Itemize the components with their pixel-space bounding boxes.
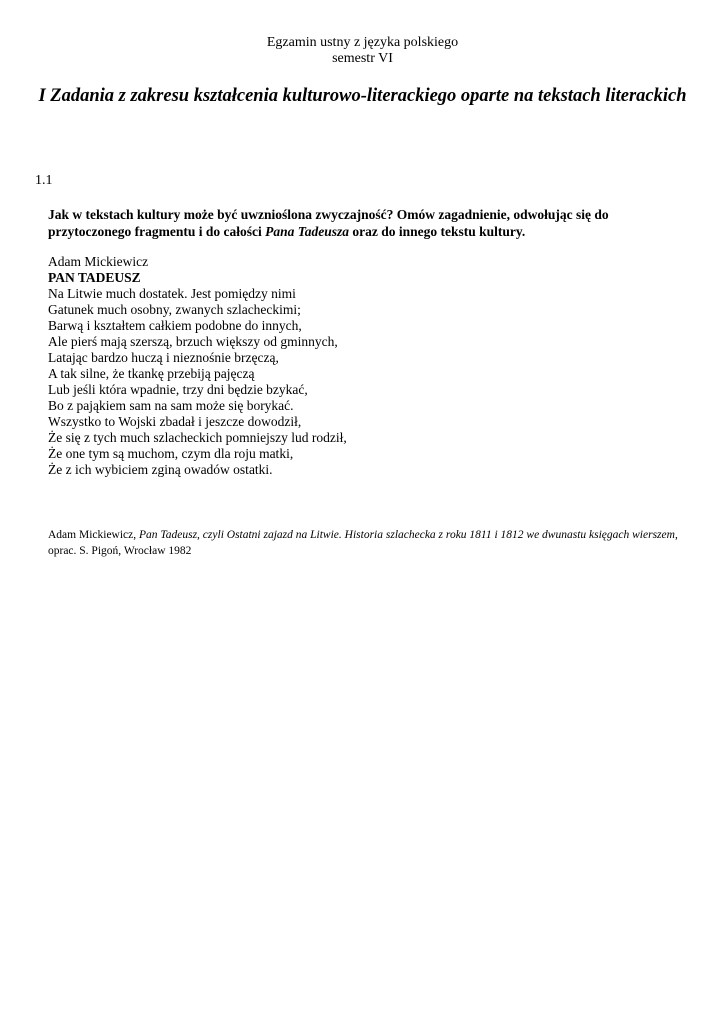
poem-line: Na Litwie much dostatek. Jest pomiędzy nimi — [48, 286, 296, 301]
poem-title: PAN TADEUSZ — [48, 270, 141, 285]
poem-line: Bo z pająkiem sam na sam może się borykać. — [48, 398, 294, 413]
exam-header-title: Egzamin ustny z języka polskiego — [266, 35, 459, 50]
question-text-part1: Jak w tekstach kultury może być uwznioślona zwyczajność? Omów zagadnienie, odwołując się do przytoczonego fragmentu i do całości — [48, 207, 609, 239]
poem-line: Wszystko to Wojski zbadał i jeszcze dowodził, — [48, 414, 302, 429]
poem-line: Lub jeśli która wpadnie, trzy dni będzie bzykać, — [48, 382, 308, 397]
task-number: 1.1 — [35, 173, 53, 188]
section-title: I Zadania z zakresu kształcenia kulturowo-literackiego oparte na tekstach literackich — [38, 86, 687, 106]
question-text-part2: oraz do innego tekstu kultury. — [349, 224, 526, 239]
citation-author: Adam Mickiewicz, — [48, 529, 140, 541]
poem-line: Ale pierś mają szerszą, brzuch większy od gminnych, — [48, 334, 338, 349]
task-question — [48, 206, 688, 240]
poem-excerpt — [48, 254, 688, 478]
source-citation — [48, 528, 688, 559]
poem-line: Że się z tych much szlacheckich pomniejszy lud rodził, — [48, 430, 347, 445]
citation-work-title: Pan Tadeusz, czyli Ostatni zajazd na Litwie. Historia szlachecka z roku 1811 i 1812 we dwunastu księgach wierszem — [139, 529, 675, 541]
poem-line: Gatunek much osobny, zwanych szlacheckimi; — [48, 302, 301, 317]
poem-author: Adam Mickiewicz — [48, 254, 149, 269]
poem-line: Latając bardzo huczą i nieznośnie brzęczą, — [48, 350, 279, 365]
poem-line: Barwą i kształtem całkiem podobne do innych, — [48, 318, 302, 333]
citation-publication: , oprac. S. Pigoń, Wrocław 1982 — [48, 529, 678, 557]
question-work-title: Pana Tadeusza — [265, 224, 349, 239]
exam-header — [0, 35, 725, 67]
poem-line: Że z ich wybiciem zginą owadów ostatki. — [48, 462, 273, 477]
exam-header-semester: semestr VI — [332, 51, 393, 66]
poem-line: Że one tym są muchom, czym dla roju matki, — [48, 446, 294, 461]
poem-line: A tak silne, że tkankę przebiją pajęczą — [48, 366, 255, 381]
